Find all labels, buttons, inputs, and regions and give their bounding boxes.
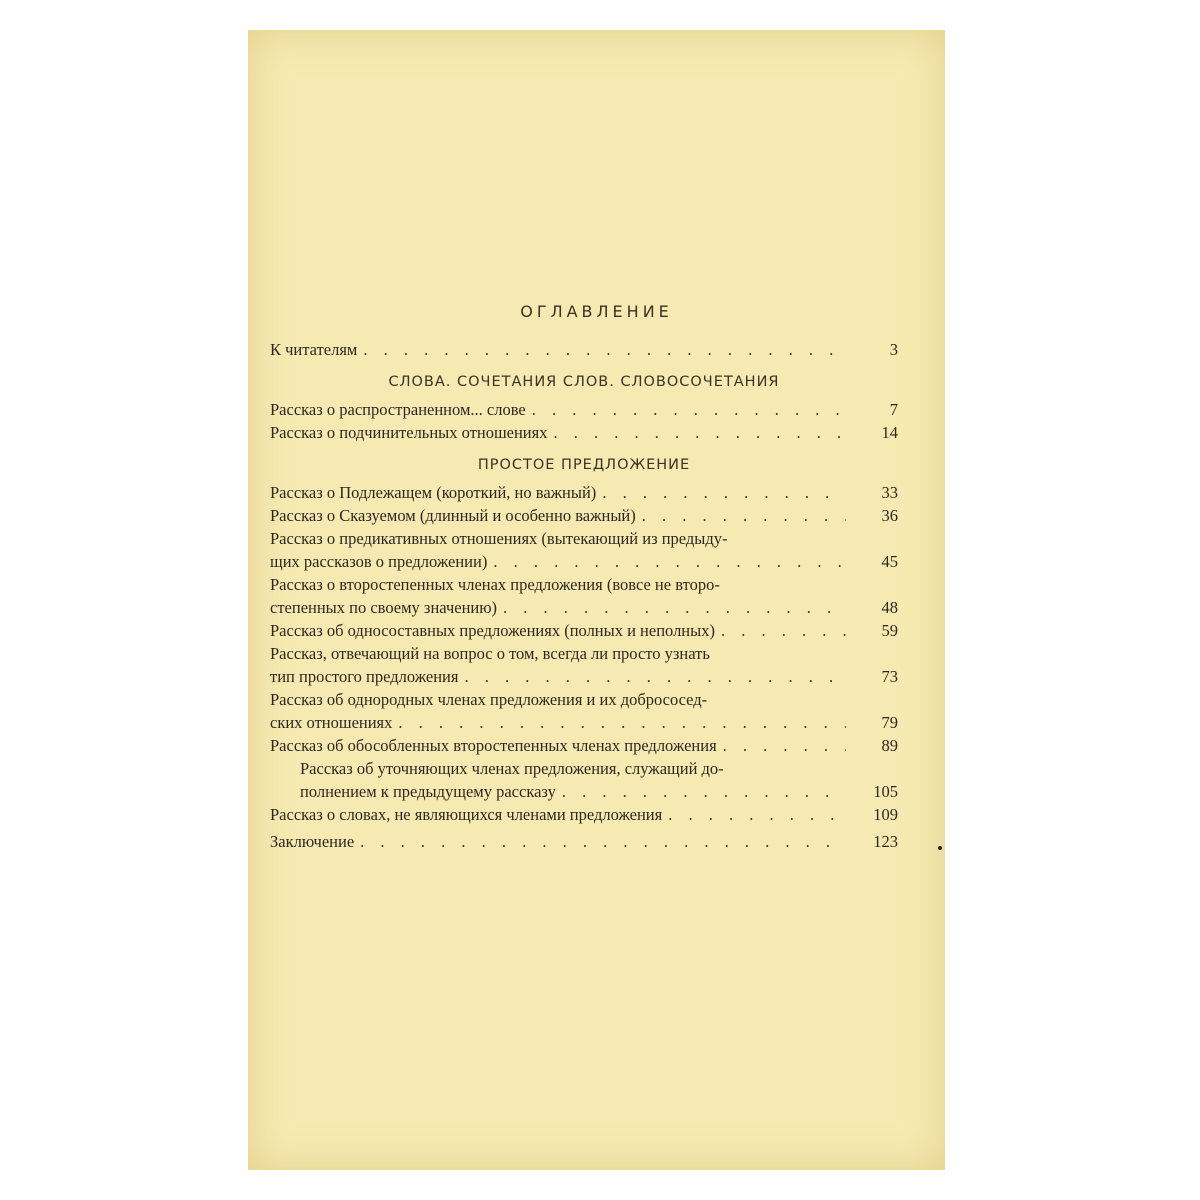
toc-entry (270, 734, 898, 757)
toc-section-heading: ПРОСТОЕ ПРЕДЛОЖЕНИЕ (477, 457, 691, 473)
toc-entry-line: Рассказ об однородных членах предложения и их добрососед- (270, 690, 708, 709)
toc-page-number: 73 (881, 667, 898, 686)
toc-page-number: 14 (881, 423, 898, 442)
toc-entry (270, 573, 898, 619)
toc-entry-line: Рассказ, отвечающий на вопрос о том, всегда ли просто узнать (270, 644, 710, 663)
toc-section-heading: СЛОВА. СОЧЕТАНИЯ СЛОВ. СЛОВОСОЧЕТАНИЯ (388, 374, 780, 390)
toc-entry-text (300, 757, 846, 803)
toc-page-number: 45 (881, 552, 898, 571)
dot-leader (464, 665, 846, 688)
dot-leader (363, 338, 846, 361)
toc-entry-text (270, 338, 846, 361)
dot-leader (562, 780, 846, 803)
toc-entry-text (270, 421, 846, 444)
toc-entry (270, 504, 898, 527)
toc-entry-line: Рассказ о распространенном... слове (270, 400, 526, 419)
toc-entry (270, 527, 898, 573)
toc-entry-text (270, 619, 846, 642)
toc-page-number: 3 (889, 340, 898, 359)
toc-entry-text (270, 527, 846, 573)
toc-entry-line: степенных по своему значению) (270, 598, 498, 617)
dot-leader (398, 711, 846, 734)
toc-page-number: 33 (881, 483, 898, 502)
dot-leader (721, 619, 846, 642)
toc-entry-text (270, 398, 846, 421)
toc-entry-line: Рассказ о подчинительных отношениях (270, 423, 548, 442)
toc-entry-line: щих рассказов о предложении) (270, 552, 488, 571)
toc-entry-line: тип простого предложения (270, 667, 459, 686)
toc-entry-line: Заключение (270, 832, 355, 851)
dot-leader (532, 398, 846, 421)
dot-leader (553, 421, 846, 444)
toc-entry (270, 757, 898, 803)
toc-entry-line: Рассказ о Сказуемом (длинный и особенно важный) (270, 506, 636, 525)
toc-entry (270, 421, 898, 444)
toc-entry (270, 338, 898, 361)
toc-page-number: 123 (873, 832, 898, 851)
toc-page-number: 79 (881, 713, 898, 732)
book-page (248, 30, 945, 1170)
toc-entry (270, 398, 898, 421)
table-of-contents (270, 338, 898, 853)
dot-leader (668, 803, 846, 826)
toc-entry-line: Рассказ об обособленных второстепенных членах предложения (270, 736, 717, 755)
toc-entry-line: Рассказ о Подлежащем (короткий, но важный) (270, 483, 597, 502)
toc-entry-line: Рассказ об уточняющих членах предложения, служащий до- (300, 759, 724, 778)
toc-page-number: 59 (881, 621, 898, 640)
toc-page-number: 36 (881, 506, 898, 525)
dot-leader (503, 596, 846, 619)
toc-page-number: 89 (881, 736, 898, 755)
toc-entry-line: К читателям (270, 340, 358, 359)
toc-page-number: 105 (873, 782, 898, 801)
toc-entry-line: Рассказ о предикативных отношениях (вытекающий из предыду- (270, 529, 728, 548)
toc-entry (270, 830, 898, 853)
toc-entry (270, 803, 898, 826)
ink-speck (938, 846, 942, 850)
toc-entry-text (270, 573, 846, 619)
toc-entry-line: Рассказ о второстепенных членах предложения (вовсе не второ- (270, 575, 720, 594)
toc-page-number: 7 (889, 400, 898, 419)
toc-entry-text (270, 734, 846, 757)
toc-title: ОГЛАВЛЕНИЕ (520, 302, 673, 321)
dot-leader (493, 550, 846, 573)
toc-entry-line: ских отношениях (270, 713, 393, 732)
toc-entry-text (270, 688, 846, 734)
toc-entry (270, 619, 898, 642)
toc-page-number: 48 (881, 598, 898, 617)
toc-entry-line: Рассказ о словах, не являющихся членами предложения (270, 805, 663, 824)
toc-entry (270, 688, 898, 734)
toc-entry-text (270, 481, 846, 504)
toc-entry-text (270, 504, 846, 527)
dot-leader (602, 481, 846, 504)
dot-leader (360, 830, 846, 853)
toc-entry-text (270, 803, 846, 826)
dot-leader (723, 734, 846, 757)
toc-entry (270, 642, 898, 688)
toc-entry (270, 481, 898, 504)
toc-entry-line: полнением к предыдущему рассказу (300, 782, 556, 801)
toc-page-number: 109 (873, 805, 898, 824)
dot-leader (642, 504, 846, 527)
toc-entry-text (270, 642, 846, 688)
toc-entry-text (270, 830, 846, 853)
toc-entry-line: Рассказ об односоставных предложениях (полных и неполных) (270, 621, 715, 640)
